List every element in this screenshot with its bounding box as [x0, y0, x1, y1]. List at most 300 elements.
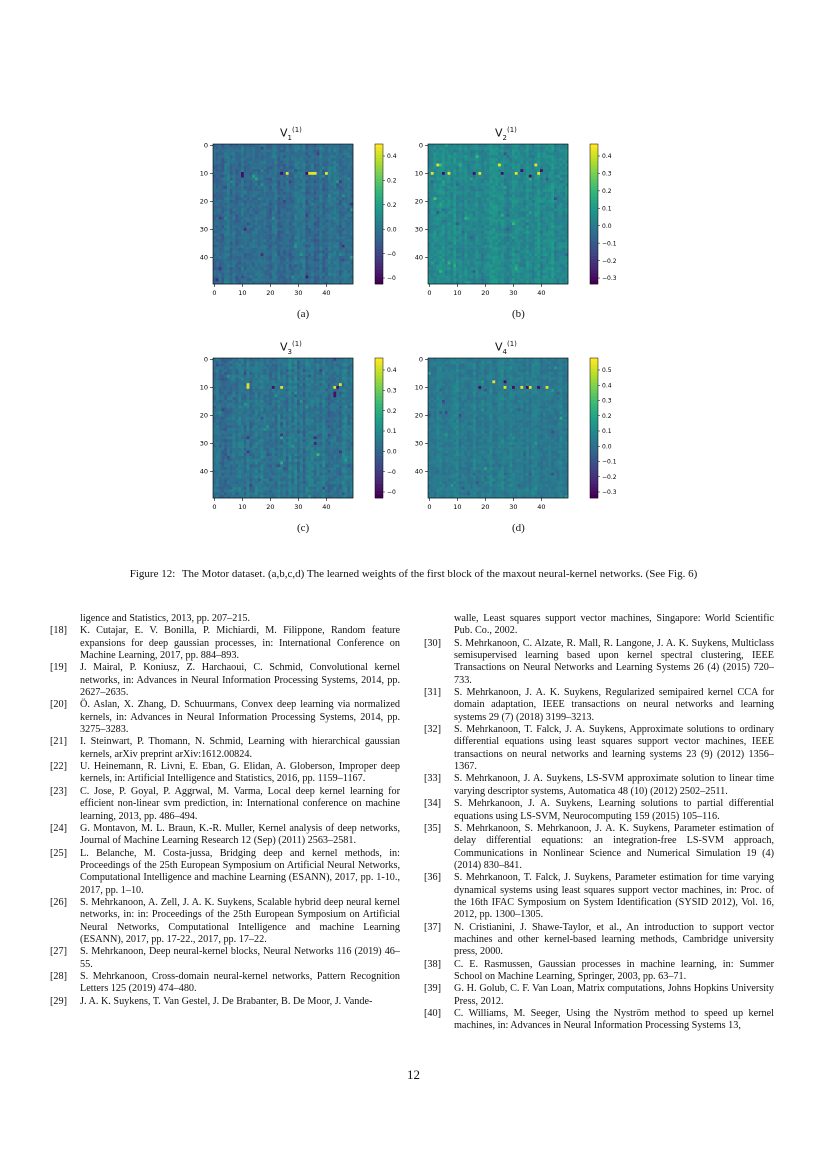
- heatmap-cell: [244, 234, 247, 237]
- heatmap-cell: [289, 180, 292, 183]
- heatmap-cell: [244, 200, 247, 203]
- heatmap-cell: [280, 264, 283, 267]
- heatmap-cell: [325, 186, 328, 189]
- heatmap-cell: [227, 253, 230, 256]
- heatmap-cell: [478, 208, 481, 211]
- heatmap-cell: [431, 186, 434, 189]
- heatmap-cell: [546, 186, 549, 189]
- heatmap-cell: [518, 214, 521, 217]
- heatmap-cell: [439, 189, 442, 192]
- heatmap-cell: [289, 150, 292, 153]
- heatmap-cell: [562, 228, 565, 231]
- heatmap-cell: [453, 192, 456, 195]
- heatmap-cell: [543, 203, 546, 206]
- heatmap-cell: [431, 225, 434, 228]
- heatmap-cell: [439, 273, 442, 276]
- heatmap-cell: [529, 259, 532, 262]
- heatmap-cell: [241, 273, 244, 276]
- heatmap-cell: [266, 236, 269, 239]
- heatmap-cell: [448, 256, 451, 259]
- heatmap-cell: [263, 164, 266, 167]
- heatmap-cell: [540, 270, 543, 273]
- heatmap-cell: [241, 236, 244, 239]
- heatmap-cell: [241, 203, 244, 206]
- heatmap-cell: [495, 186, 498, 189]
- heatmap-cell: [303, 203, 306, 206]
- heatmap-cell: [233, 183, 236, 186]
- heatmap-cell: [305, 239, 308, 242]
- heatmap-cell: [303, 208, 306, 211]
- heatmap-cell: [532, 256, 535, 259]
- heatmap-cell: [331, 200, 334, 203]
- heatmap-cell: [442, 245, 445, 248]
- heatmap-cell: [216, 225, 219, 228]
- heatmap-cell: [258, 262, 261, 265]
- heatmap-cell: [258, 169, 261, 172]
- heatmap-cell: [484, 144, 487, 147]
- heatmap-cell: [227, 192, 230, 195]
- heatmap-cell: [467, 186, 470, 189]
- heatmap-cell: [557, 248, 560, 251]
- heatmap-cell: [255, 231, 258, 234]
- heatmap-cell: [456, 228, 459, 231]
- heatmap-cell: [244, 225, 247, 228]
- heatmap-cell: [244, 262, 247, 265]
- heatmap-cell: [453, 242, 456, 245]
- colorbar-segment: [375, 253, 383, 257]
- heatmap-cell: [436, 208, 439, 211]
- heatmap-cell: [219, 147, 222, 150]
- heatmap-cell: [272, 225, 275, 228]
- heatmap-cell: [523, 264, 526, 267]
- heatmap-cell: [523, 211, 526, 214]
- heatmap-cell: [336, 278, 339, 281]
- heatmap-cell: [434, 155, 437, 158]
- heatmap-cell: [534, 239, 537, 242]
- heatmap-cell: [546, 155, 549, 158]
- heatmap-cell: [342, 278, 345, 281]
- heatmap-cell: [258, 276, 261, 279]
- heatmap-cell: [272, 256, 275, 259]
- heatmap-cell: [464, 197, 467, 200]
- heatmap-cell: [221, 225, 224, 228]
- heatmap-cell: [283, 147, 286, 150]
- heatmap-cell: [554, 208, 557, 211]
- heatmap-cell: [230, 214, 233, 217]
- heatmap-cell: [543, 208, 546, 211]
- heatmap-cell: [347, 231, 350, 234]
- heatmap-cell: [275, 161, 278, 164]
- heatmap-cell: [490, 250, 493, 253]
- heatmap-cell: [520, 250, 523, 253]
- heatmap-cell: [526, 214, 529, 217]
- heatmap-cell: [490, 206, 493, 209]
- heatmap-cell: [476, 211, 479, 214]
- heatmap-cell: [230, 178, 233, 181]
- heatmap-cell: [481, 211, 484, 214]
- heatmap-cell: [328, 161, 331, 164]
- heatmap-cell: [459, 169, 462, 172]
- heatmap-cell: [336, 155, 339, 158]
- heatmap-cell: [263, 214, 266, 217]
- heatmap-cell: [476, 220, 479, 223]
- heatmap-cell: [266, 150, 269, 153]
- heatmap-cell: [445, 189, 448, 192]
- heatmap-cell: [537, 203, 540, 206]
- heatmap-cell: [238, 208, 241, 211]
- heatmap-cell: [459, 208, 462, 211]
- heatmap-cell: [532, 172, 535, 175]
- heatmap-cell: [498, 147, 501, 150]
- heatmap-cell: [294, 234, 297, 237]
- heatmap-cell: [300, 206, 303, 209]
- heatmap-cell: [453, 267, 456, 270]
- heatmap-cell: [300, 276, 303, 279]
- heatmap-cell: [428, 206, 431, 209]
- heatmap-cell: [331, 158, 334, 161]
- heatmap-cell: [235, 208, 238, 211]
- heatmap-cell: [445, 211, 448, 214]
- heatmap-cell: [534, 276, 537, 279]
- heatmap-cell: [213, 222, 216, 225]
- heatmap-cell: [448, 152, 451, 155]
- heatmap-cell: [467, 214, 470, 217]
- panel-title: $V_1^{(1)}$: [280, 126, 302, 142]
- heatmap-cell: [504, 150, 507, 153]
- heatmap-cell: [333, 256, 336, 259]
- heatmap-cell: [336, 250, 339, 253]
- heatmap-cell: [459, 155, 462, 158]
- heatmap-cell: [487, 189, 490, 192]
- heatmap-cell: [322, 166, 325, 169]
- heatmap-cell: [470, 169, 473, 172]
- heatmap-cell: [266, 206, 269, 209]
- heatmap-cell: [333, 248, 336, 251]
- heatmap-cell: [554, 248, 557, 251]
- heatmap-cell: [506, 234, 509, 237]
- heatmap-cell: [331, 245, 334, 248]
- heatmap-cell: [529, 164, 532, 167]
- heatmap-cell: [252, 200, 255, 203]
- heatmap-cell: [328, 220, 331, 223]
- heatmap-cell: [319, 253, 322, 256]
- heatmap-cell: [490, 180, 493, 183]
- heatmap-cell: [459, 192, 462, 195]
- heatmap-cell: [325, 228, 328, 231]
- heatmap-cell: [473, 175, 476, 178]
- heatmap-cell: [560, 180, 563, 183]
- heatmap-cell: [487, 197, 490, 200]
- heatmap-cell: [238, 183, 241, 186]
- heatmap-cell: [224, 180, 227, 183]
- heatmap-cell: [529, 155, 532, 158]
- heatmap-cell: [230, 253, 233, 256]
- heatmap-cell: [275, 248, 278, 251]
- heatmap-cell: [498, 220, 501, 223]
- heatmap-cell: [277, 147, 280, 150]
- heatmap-cell: [286, 264, 289, 267]
- heatmap-cell: [300, 248, 303, 251]
- heatmap-cell: [562, 217, 565, 220]
- heatmap-cell: [551, 245, 554, 248]
- heatmap-cell: [448, 172, 451, 175]
- heatmap-cell: [233, 172, 236, 175]
- heatmap-cell: [331, 164, 334, 167]
- heatmap-cell: [255, 259, 258, 262]
- heatmap-cell: [487, 166, 490, 169]
- heatmap-cell: [537, 208, 540, 211]
- heatmap-cell: [506, 180, 509, 183]
- heatmap-cell: [277, 144, 280, 147]
- heatmap-cell: [291, 147, 294, 150]
- heatmap-cell: [462, 250, 465, 253]
- heatmap-cell: [456, 220, 459, 223]
- heatmap-cell: [213, 231, 216, 234]
- heatmap-cell: [481, 245, 484, 248]
- heatmap-cell: [311, 250, 314, 253]
- heatmap-cell: [470, 197, 473, 200]
- heatmap-cell: [322, 158, 325, 161]
- heatmap-cell: [462, 178, 465, 181]
- heatmap-cell: [272, 178, 275, 181]
- heatmap-cell: [277, 273, 280, 276]
- heatmap-cell: [269, 231, 272, 234]
- heatmap-cell: [238, 273, 241, 276]
- heatmap-cell: [464, 220, 467, 223]
- heatmap-cell: [289, 166, 292, 169]
- heatmap-cell: [291, 250, 294, 253]
- heatmap-cell: [492, 220, 495, 223]
- heatmap-cell: [252, 270, 255, 273]
- heatmap-cell: [325, 147, 328, 150]
- heatmap-cell: [224, 178, 227, 181]
- heatmap-cell: [560, 220, 563, 223]
- heatmap-cell: [258, 180, 261, 183]
- heatmap-cell: [456, 161, 459, 164]
- heatmap-cell: [255, 253, 258, 256]
- heatmap-cell: [439, 144, 442, 147]
- heatmap-cell: [283, 220, 286, 223]
- heatmap-cell: [294, 250, 297, 253]
- heatmap-cell: [523, 147, 526, 150]
- heatmap-cell: [308, 180, 311, 183]
- heatmap-cell: [280, 250, 283, 253]
- heatmap-cell: [230, 194, 233, 197]
- colorbar-segment: [375, 274, 383, 278]
- heatmap-cell: [518, 180, 521, 183]
- heatmap-cell: [476, 225, 479, 228]
- heatmap-cell: [518, 194, 521, 197]
- heatmap-cell: [462, 152, 465, 155]
- heatmap-cell: [261, 262, 264, 265]
- heatmap-cell: [308, 200, 311, 203]
- heatmap-cell: [560, 197, 563, 200]
- heatmap-cell: [492, 206, 495, 209]
- heatmap-cell: [557, 234, 560, 237]
- heatmap-cell: [554, 194, 557, 197]
- heatmap-cell: [445, 267, 448, 270]
- heatmap-cell: [481, 203, 484, 206]
- heatmap-cell: [434, 175, 437, 178]
- heatmap-cell: [277, 225, 280, 228]
- heatmap-cell: [249, 169, 252, 172]
- heatmap-cell: [297, 175, 300, 178]
- heatmap-cell: [266, 256, 269, 259]
- heatmap-cell: [238, 158, 241, 161]
- heatmap-cell: [448, 194, 451, 197]
- heatmap-cell: [325, 220, 328, 223]
- heatmap-cell: [462, 267, 465, 270]
- heatmap-cell: [221, 169, 224, 172]
- heatmap-cell: [436, 147, 439, 150]
- heatmap-cell: [548, 245, 551, 248]
- heatmap-cell: [526, 192, 529, 195]
- heatmap-cell: [300, 208, 303, 211]
- heatmap-cell: [459, 267, 462, 270]
- heatmap-cell: [328, 242, 331, 245]
- heatmap-cell: [498, 169, 501, 172]
- heatmap-cell: [336, 172, 339, 175]
- heatmap-cell: [241, 158, 244, 161]
- heatmap-cell: [331, 217, 334, 220]
- heatmap-cell: [445, 197, 448, 200]
- heatmap-cell: [534, 211, 537, 214]
- heatmap-cell: [450, 178, 453, 181]
- heatmap-cell: [509, 214, 512, 217]
- heatmap-cell: [213, 161, 216, 164]
- heatmap-cell: [557, 256, 560, 259]
- heatmap-cell: [272, 239, 275, 242]
- heatmap-cell: [331, 270, 334, 273]
- heatmap-cell: [291, 217, 294, 220]
- heatmap-cell: [294, 264, 297, 267]
- heatmap-cell: [518, 239, 521, 242]
- heatmap-cell: [336, 183, 339, 186]
- heatmap-cell: [263, 175, 266, 178]
- heatmap-cell: [277, 186, 280, 189]
- heatmap-cell: [339, 236, 342, 239]
- heatmap-cell: [241, 169, 244, 172]
- heatmap-cell: [532, 239, 535, 242]
- heatmap-cell: [562, 270, 565, 273]
- heatmap-cell: [481, 144, 484, 147]
- heatmap-cell: [442, 248, 445, 251]
- heatmap-cell: [233, 220, 236, 223]
- heatmap-cell: [523, 250, 526, 253]
- heatmap-cell: [520, 180, 523, 183]
- heatmap-cell: [546, 144, 549, 147]
- heatmap-cell: [235, 192, 238, 195]
- heatmap-cell: [297, 248, 300, 251]
- heatmap-cell: [319, 192, 322, 195]
- heatmap-cell: [537, 197, 540, 200]
- heatmap-cell: [473, 206, 476, 209]
- heatmap-cell: [445, 270, 448, 273]
- heatmap-cell: [529, 169, 532, 172]
- heatmap-cell: [230, 262, 233, 265]
- heatmap-cell: [540, 150, 543, 153]
- heatmap-cell: [333, 206, 336, 209]
- heatmap-cell: [473, 180, 476, 183]
- heatmap-cell: [537, 150, 540, 153]
- heatmap-cell: [266, 175, 269, 178]
- heatmap-cell: [216, 256, 219, 259]
- heatmap-cell: [557, 270, 560, 273]
- heatmap-cell: [428, 208, 431, 211]
- heatmap-cell: [459, 256, 462, 259]
- heatmap-cell: [258, 217, 261, 220]
- heatmap-cell: [448, 278, 451, 281]
- heatmap-cell: [448, 214, 451, 217]
- heatmap-cell: [249, 172, 252, 175]
- heatmap-cell: [266, 172, 269, 175]
- heatmap-cell: [456, 222, 459, 225]
- heatmap-cell: [289, 231, 292, 234]
- heatmap-cell: [546, 169, 549, 172]
- heatmap-cell: [311, 158, 314, 161]
- heatmap-cell: [297, 236, 300, 239]
- heatmap-cell: [297, 225, 300, 228]
- heatmap-cell: [442, 161, 445, 164]
- heatmap-cell: [339, 186, 342, 189]
- heatmap-cell: [481, 267, 484, 270]
- heatmap-cell: [431, 250, 434, 253]
- heatmap-cell: [331, 267, 334, 270]
- heatmap-cell: [275, 155, 278, 158]
- heatmap-cell: [303, 248, 306, 251]
- heatmap-cell: [456, 264, 459, 267]
- heatmap-cell: [453, 175, 456, 178]
- heatmap-cell: [308, 172, 311, 175]
- heatmap-cell: [283, 200, 286, 203]
- heatmap-cell: [244, 231, 247, 234]
- heatmap-cell: [241, 175, 244, 178]
- heatmap-cell: [280, 262, 283, 265]
- heatmap-cell: [554, 228, 557, 231]
- heatmap-cell: [453, 220, 456, 223]
- heatmap-cell: [331, 161, 334, 164]
- heatmap-cell: [227, 228, 230, 231]
- heatmap-cell: [562, 169, 565, 172]
- heatmap-cell: [562, 172, 565, 175]
- heatmap-cell: [261, 180, 264, 183]
- heatmap-cell: [462, 239, 465, 242]
- heatmap-cell: [336, 262, 339, 265]
- heatmap-cell: [515, 152, 518, 155]
- heatmap-cell: [319, 259, 322, 262]
- heatmap-cell: [286, 180, 289, 183]
- heatmap-cell: [445, 158, 448, 161]
- heatmap-cell: [308, 276, 311, 279]
- heatmap-cell: [308, 220, 311, 223]
- heatmap-cell: [501, 206, 504, 209]
- heatmap-cell: [269, 270, 272, 273]
- heatmap-cell: [436, 276, 439, 279]
- heatmap-cell: [520, 166, 523, 169]
- heatmap-cell: [294, 203, 297, 206]
- heatmap-cell: [300, 180, 303, 183]
- heatmap-cell: [554, 150, 557, 153]
- heatmap-cell: [269, 211, 272, 214]
- heatmap-cell: [266, 183, 269, 186]
- heatmap-cell: [289, 161, 292, 164]
- heatmap-cell: [331, 211, 334, 214]
- heatmap-cell: [473, 172, 476, 175]
- heatmap-cell: [213, 197, 216, 200]
- heatmap-cell: [336, 206, 339, 209]
- heatmap-cell: [512, 147, 515, 150]
- heatmap-cell: [439, 236, 442, 239]
